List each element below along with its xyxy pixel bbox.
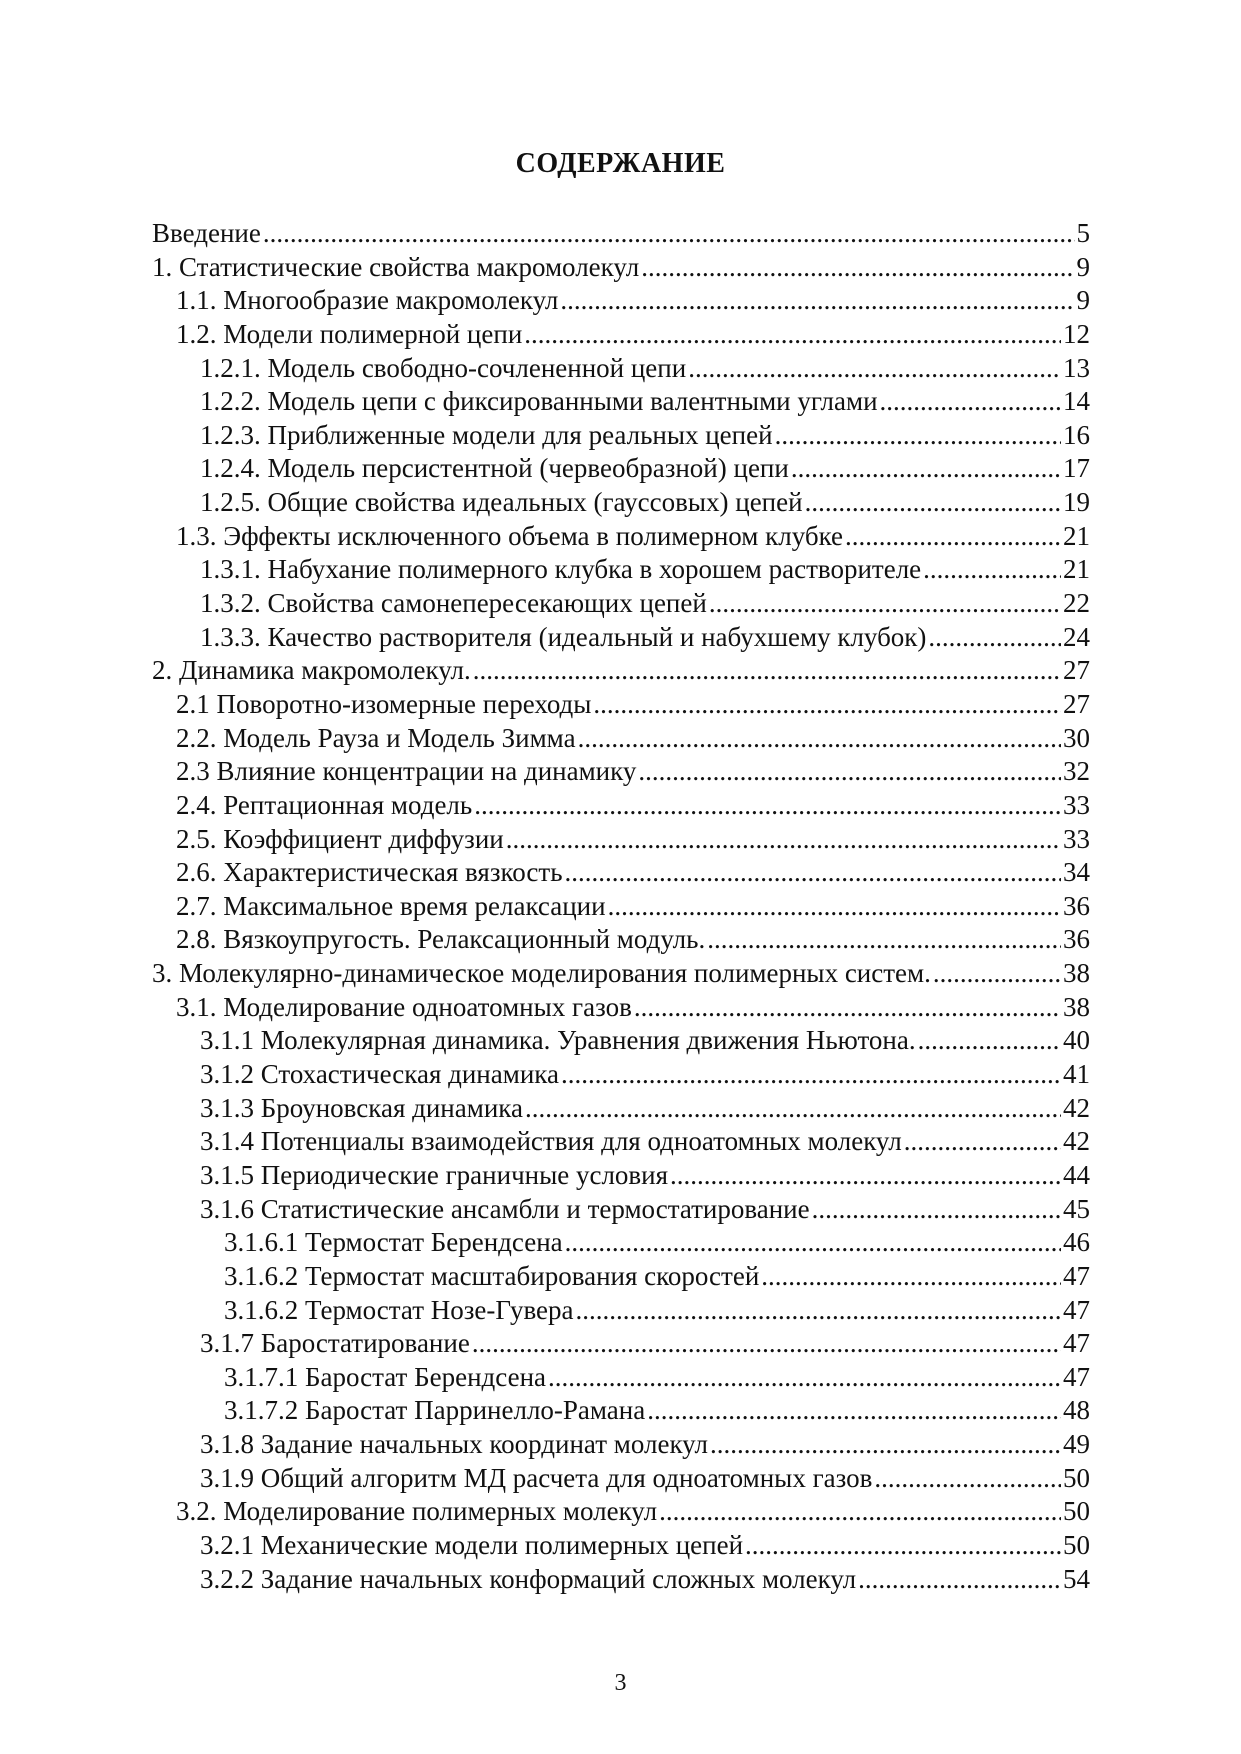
toc-dot-leader	[709, 588, 1061, 619]
toc-entry-page: 49	[1063, 1429, 1090, 1460]
toc-entry-page: 30	[1063, 722, 1090, 753]
toc-entry-title: 2.6. Характеристическая вязкость	[176, 857, 563, 888]
toc-dot-leader	[791, 453, 1061, 484]
toc-dot-leader	[659, 1496, 1061, 1527]
toc-dot-leader	[576, 1295, 1061, 1326]
toc-entry[interactable]	[152, 319, 1090, 353]
toc-entry-title: 2.5. Коэффициент диффузии	[176, 823, 504, 854]
toc-dot-leader	[524, 319, 1061, 350]
toc-entry-title: 3.2. Моделирование полимерных молекул	[176, 1496, 658, 1527]
toc-dot-leader	[560, 285, 1074, 316]
toc-entry-page: 38	[1063, 958, 1090, 989]
toc-entry[interactable]	[152, 386, 1090, 420]
toc-entry-title: 1.2.5. Общие свойства идеальных (гауссовых) цепей	[200, 487, 803, 518]
toc-entry-page: 33	[1063, 823, 1090, 854]
toc-entry[interactable]	[152, 655, 1090, 689]
toc-dot-leader	[634, 992, 1061, 1023]
toc-entry-title: 2. Динамика макромолекул.	[152, 655, 471, 686]
toc-dot-leader	[880, 386, 1061, 417]
toc-entry-title: 2.7. Максимальное время релаксации	[176, 890, 606, 921]
toc-entry-title: 3.1.5 Периодические граничные условия	[200, 1159, 669, 1190]
toc-entry[interactable]	[152, 1530, 1090, 1564]
toc-entry[interactable]	[152, 521, 1090, 555]
toc-dot-leader	[472, 1328, 1061, 1359]
toc-entry[interactable]	[152, 992, 1090, 1026]
toc-dot-leader	[565, 857, 1061, 888]
toc-entry-page: 47	[1063, 1260, 1090, 1291]
toc-dot-leader	[812, 1194, 1061, 1225]
toc-entry-page: 21	[1063, 520, 1090, 551]
toc-entry-page: 22	[1063, 588, 1090, 619]
toc-dot-leader	[928, 622, 1061, 653]
toc-dot-leader	[670, 1160, 1061, 1191]
toc-entry[interactable]	[152, 924, 1090, 958]
toc-dot-leader	[904, 1126, 1061, 1157]
table-of-contents	[152, 218, 1090, 1597]
toc-entry-title: 3.1. Моделирование одноатомных газов	[176, 991, 632, 1022]
toc-entry-title: 1.1. Многообразие макромолекул	[176, 285, 559, 316]
toc-dot-leader	[761, 1261, 1061, 1292]
toc-entry[interactable]	[152, 1160, 1090, 1194]
toc-dot-leader	[707, 924, 1061, 955]
toc-entry[interactable]	[152, 857, 1090, 891]
toc-dot-leader	[473, 655, 1061, 686]
toc-entry-page: 17	[1063, 453, 1090, 484]
toc-entry[interactable]	[152, 1564, 1090, 1598]
toc-entry-title: 3.1.6.1 Термостат Берендсена	[224, 1227, 563, 1258]
toc-entry[interactable]	[152, 622, 1090, 656]
toc-entry[interactable]	[152, 1227, 1090, 1261]
toc-entry-page: 5	[1076, 218, 1090, 248]
toc-entry-page: 27	[1063, 688, 1090, 719]
toc-entry[interactable]	[152, 824, 1090, 858]
toc-entry-title: 3.1.9 Общий алгоритм МД расчета для одноатомных газов	[200, 1462, 873, 1493]
toc-entry-title: 3. Молекулярно-динамическое моделирования полимерных систем.	[152, 958, 931, 989]
toc-entry-page: 40	[1063, 1025, 1090, 1056]
toc-entry-page: 16	[1063, 419, 1090, 450]
toc-entry-title: 2.2. Модель Рауза и Модель Зимма	[176, 722, 576, 753]
toc-entry[interactable]	[152, 1395, 1090, 1429]
toc-entry[interactable]	[152, 958, 1090, 992]
toc-entry-title: 3.1.6 Статистические ансамбли и термостатирование	[200, 1193, 810, 1224]
toc-entry-title: 3.2.1 Механические модели полимерных цепей	[200, 1529, 744, 1560]
toc-entry[interactable]	[152, 689, 1090, 723]
toc-entry-page: 46	[1063, 1227, 1090, 1258]
toc-entry[interactable]	[152, 588, 1090, 622]
toc-entry[interactable]	[152, 1261, 1090, 1295]
toc-dot-leader	[578, 723, 1061, 754]
toc-entry-title: 3.1.7.1 Баростат Берендсена	[224, 1361, 546, 1392]
toc-entry-page: 32	[1063, 756, 1090, 787]
toc-entry-title: 1.2. Модели полимерной цепи	[176, 318, 523, 349]
toc-entry-page: 45	[1063, 1193, 1090, 1224]
toc-entry[interactable]	[152, 1328, 1090, 1362]
toc-dot-leader	[647, 1395, 1061, 1426]
toc-dot-leader	[745, 1530, 1061, 1561]
toc-dot-leader	[923, 554, 1061, 585]
toc-entry[interactable]	[152, 554, 1090, 588]
toc-entry-title: Введение	[152, 218, 261, 248]
toc-entry[interactable]	[152, 1194, 1090, 1228]
toc-entry-title: 3.1.7 Баростатирование	[200, 1328, 470, 1359]
toc-entry-title: 3.1.3 Броуновская динамика	[200, 1092, 523, 1123]
toc-entry-page: 50	[1063, 1462, 1090, 1493]
toc-entry[interactable]	[152, 420, 1090, 454]
toc-entry-title: 3.1.7.2 Баростат Парринелло-Рамана	[224, 1395, 646, 1426]
toc-entry-title: 3.1.1 Молекулярная динамика. Уравнения движения Ньютона.	[200, 1025, 916, 1056]
toc-entry[interactable]	[152, 1429, 1090, 1463]
toc-entry[interactable]	[152, 1496, 1090, 1530]
toc-entry-page: 48	[1063, 1395, 1090, 1426]
toc-dot-leader	[918, 1025, 1061, 1056]
toc-entry-title: 2.1 Поворотно-изомерные переходы	[176, 688, 592, 719]
toc-entry-title: 3.1.2 Стохастическая динамика	[200, 1059, 559, 1090]
toc-entry[interactable]	[152, 756, 1090, 790]
toc-dot-leader	[775, 420, 1061, 451]
toc-dot-leader	[525, 1093, 1061, 1124]
toc-entry-page: 47	[1063, 1328, 1090, 1359]
toc-entry[interactable]	[152, 487, 1090, 521]
toc-entry[interactable]	[152, 1463, 1090, 1497]
toc-entry[interactable]	[152, 1059, 1090, 1093]
toc-entry-title: 1.2.1. Модель свободно-сочлененной цепи	[200, 352, 687, 383]
toc-entry[interactable]	[152, 790, 1090, 824]
toc-dot-leader	[641, 252, 1074, 283]
toc-entry-page: 9	[1076, 285, 1090, 316]
toc-entry[interactable]	[152, 453, 1090, 487]
toc-entry-title: 1.3.1. Набухание полимерного клубка в хорошем растворителе	[200, 554, 922, 585]
toc-entry-page: 12	[1063, 318, 1090, 349]
toc-entry-title: 1.3. Эффекты исключенного объема в полимерном клубке	[176, 520, 844, 551]
toc-entry-page: 9	[1076, 251, 1090, 282]
toc-dot-leader	[845, 521, 1061, 552]
toc-entry-page: 42	[1063, 1092, 1090, 1123]
toc-entry-page: 13	[1063, 352, 1090, 383]
toc-entry[interactable]	[152, 1093, 1090, 1127]
toc-dot-leader	[858, 1564, 1061, 1595]
toc-entry-page: 24	[1063, 621, 1090, 652]
toc-entry-title: 2.4. Рептационная модель	[176, 789, 473, 820]
toc-entry[interactable]	[152, 891, 1090, 925]
toc-entry-page: 38	[1063, 991, 1090, 1022]
toc-dot-leader	[933, 958, 1061, 989]
toc-entry-title: 1.3.3. Качество растворителя (идеальный и набухшему клубок)	[200, 621, 927, 652]
toc-entry-page: 42	[1063, 1126, 1090, 1157]
toc-entry-page: 19	[1063, 487, 1090, 518]
toc-dot-leader	[263, 218, 1075, 249]
toc-entry-page: 14	[1063, 386, 1090, 417]
toc-entry-page: 50	[1063, 1529, 1090, 1560]
toc-dot-leader	[638, 756, 1061, 787]
toc-dot-leader	[593, 689, 1061, 720]
toc-entry[interactable]	[152, 1295, 1090, 1329]
toc-entry-title: 1.2.4. Модель персистентной (червеобразной) цепи	[200, 453, 789, 484]
toc-entry[interactable]	[152, 252, 1090, 286]
toc-entry[interactable]	[152, 723, 1090, 757]
toc-entry[interactable]	[152, 285, 1090, 319]
toc-entry-page: 41	[1063, 1059, 1090, 1090]
toc-entry[interactable]	[152, 218, 1090, 252]
toc-entry-page: 44	[1063, 1159, 1090, 1190]
toc-dot-leader	[561, 1059, 1061, 1090]
toc-entry-page: 50	[1063, 1496, 1090, 1527]
toc-entry-page: 54	[1063, 1563, 1090, 1594]
toc-entry-title: 3.1.6.2 Термостат Нозе-Гувера	[224, 1294, 574, 1325]
toc-entry-title: 3.1.6.2 Термостат масштабирования скоростей	[224, 1260, 760, 1291]
toc-dot-leader	[874, 1463, 1061, 1494]
page-number: 3	[614, 1670, 627, 1696]
toc-dot-leader	[688, 353, 1061, 384]
toc-entry-page: 21	[1063, 554, 1090, 585]
toc-entry[interactable]	[152, 1126, 1090, 1160]
toc-dot-leader	[565, 1227, 1061, 1258]
toc-entry-page: 36	[1063, 890, 1090, 921]
toc-entry-title: 1.2.2. Модель цепи с фиксированными валентными углами	[200, 386, 878, 417]
toc-entry-title: 3.1.4 Потенциалы взаимодействия для одноатомных молекул	[200, 1126, 902, 1157]
toc-entry-title: 2.3 Влияние концентрации на динамику	[176, 756, 637, 787]
toc-entry-title: 3.2.2 Задание начальных конформаций сложных молекул	[200, 1563, 857, 1594]
toc-dot-leader	[548, 1362, 1061, 1393]
toc-entry[interactable]	[152, 353, 1090, 387]
toc-dot-leader	[710, 1429, 1061, 1460]
toc-entry-title: 1.3.2. Свойства самонепересекающих цепей	[200, 588, 707, 619]
toc-dot-leader	[506, 824, 1061, 855]
toc-entry-title: 1. Статистические свойства макромолекул	[152, 251, 640, 282]
toc-entry-page: 33	[1063, 789, 1090, 820]
toc-entry-title: 2.8. Вязкоупругость. Релаксационный модуль.	[176, 924, 706, 955]
toc-entry-title: 1.2.3. Приближенные модели для реальных цепей	[200, 419, 773, 450]
toc-entry-title: 3.1.8 Задание начальных координат молекул	[200, 1429, 708, 1460]
toc-entry-page: 34	[1063, 857, 1090, 888]
toc-entry-page: 47	[1063, 1361, 1090, 1392]
toc-dot-leader	[608, 891, 1061, 922]
toc-dot-leader	[474, 790, 1061, 821]
toc-entry[interactable]	[152, 1362, 1090, 1396]
toc-entry-page: 27	[1063, 655, 1090, 686]
toc-entry-page: 47	[1063, 1294, 1090, 1325]
toc-dot-leader	[805, 487, 1061, 518]
toc-entry-page: 36	[1063, 924, 1090, 955]
toc-entry[interactable]	[152, 1025, 1090, 1059]
page-title: СОДЕРЖАНИЕ	[515, 148, 726, 179]
